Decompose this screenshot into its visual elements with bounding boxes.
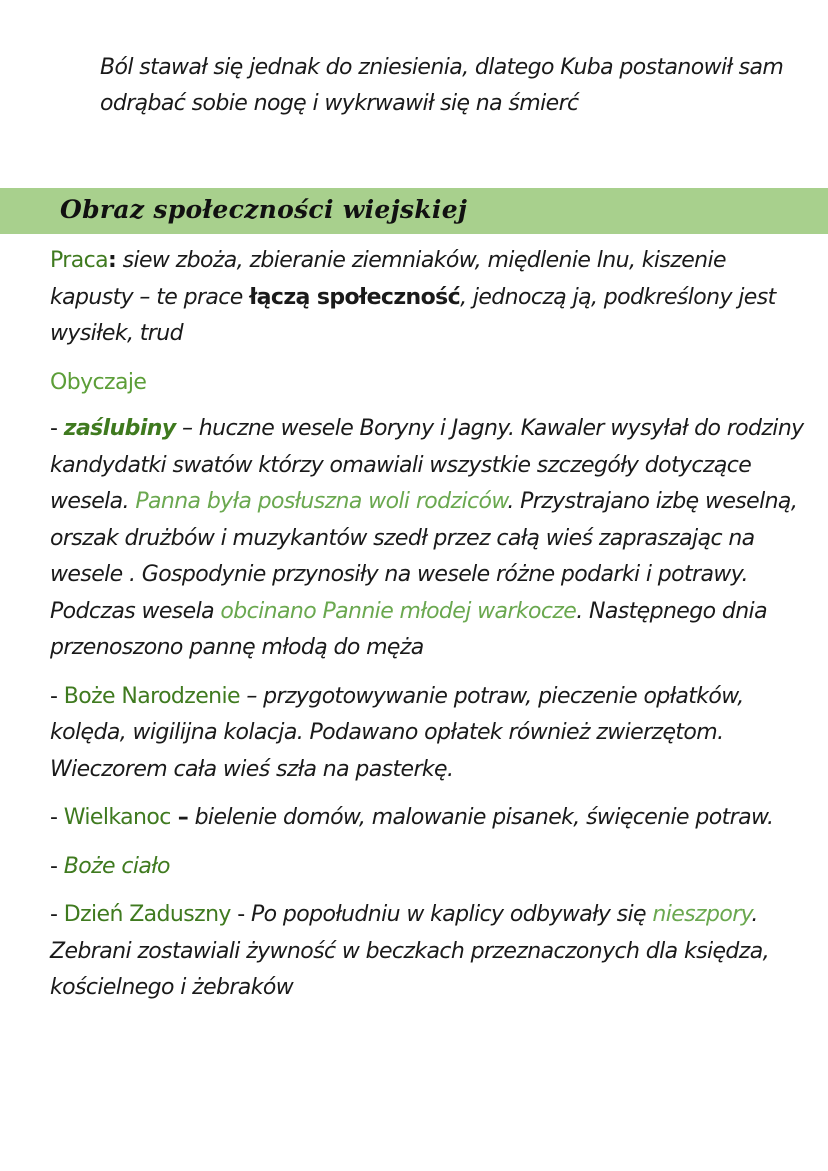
section-title: Obraz społeczności wiejskiej — [60, 195, 468, 224]
heading-obyczaje-line — [50, 365, 810, 402]
label-boze-narodzenie: Boże Narodzenie — [63, 683, 240, 709]
dzien-zaduszny-text-1: Po popołudniu w kaplicy odbywały się — [250, 902, 653, 927]
zaslubiny-green-2: obcinano Pannie młodej warkocze — [220, 598, 577, 624]
dzien-zaduszny-dash: - — [50, 902, 64, 927]
zaslubiny-text-1: – huczne wesele Boryny i Jagny. Kawaler wysyłał do rodziny kandydatki swatów którzy omawiali wszystkie szczegóły dotyczące wesela. — [50, 416, 804, 514]
paragraph-boze-cialo — [50, 849, 810, 886]
paragraph-dzien-zaduszny — [50, 897, 810, 1007]
praca-bold-phrase: łączą społeczność — [249, 284, 461, 310]
wielkanoc-text: bielenie domów, malowanie pisanek, święcenie potraw. — [188, 805, 774, 830]
paragraph-wielkanoc — [50, 800, 810, 837]
dzien-zaduszny-green: nieszpory — [652, 902, 752, 927]
boze-narodzenie-dash: - — [50, 683, 64, 709]
label-zaslubiny: zaślubiny — [63, 416, 176, 441]
label-dzien-zaduszny: Dzień Zaduszny — [63, 902, 231, 927]
zaslubiny-text-3: . Następnego dnia przenoszono pannę młodą do męża — [50, 598, 767, 660]
zaslubiny-green-1: Panna była posłuszna woli rodziców — [135, 489, 508, 514]
label-boze-cialo: Boże ciało — [63, 853, 170, 879]
intro-paragraph — [100, 50, 800, 122]
paragraph-zaslubiny — [50, 411, 810, 667]
heading-obyczaje: Obyczaje — [50, 369, 147, 395]
dzien-zaduszny-dash-2: - — [230, 902, 251, 927]
boze-cialo-dash: - — [50, 853, 64, 879]
intro-text: Ból stawał się jednak do zniesienia, dlatego Kuba postanowił sam odrąbać sobie nogę i wykrwawił się na śmierć — [100, 55, 784, 116]
main-content — [50, 243, 810, 1019]
praca-text-1: siew zboża, zbieranie ziemniaków, międlenie lnu, kiszenie kapusty – te prace — [50, 248, 726, 310]
dzien-zaduszny-text-2: . Zebrani zostawiali żywność w beczkach przeznaczonych dla księdza, kościelnego i żebraków — [50, 902, 769, 1000]
paragraph-praca — [50, 243, 810, 353]
label-wielkanoc: Wielkanoc — [63, 805, 171, 830]
zaslubiny-text-2: . Przystrajano izbę weselną, orszak drużbów i muzykantów szedł przez całą wieś zapraszając na wesele . Gospodynie przynosiły na wesele różne podarki i potrawy. Podczas wesela — [50, 489, 798, 624]
wielkanoc-dash: - — [50, 805, 64, 830]
label-praca-colon: : — [107, 248, 117, 273]
zaslubiny-dash: - — [50, 416, 64, 441]
praca-text-2: , jednoczą ją, podkreślony jest wysiłek, trud — [50, 284, 776, 346]
boze-narodzenie-text: – przygotowywanie potraw, pieczenie opłatków, kolęda, wigilijna kolacja. Podawano opłatek również zwierzętom. Wieczorem cała wieś szła na pasterkę. — [50, 683, 744, 782]
paragraph-boze-narodzenie — [50, 679, 810, 789]
section-header-band — [0, 188, 828, 234]
wielkanoc-dash-2: – — [170, 805, 189, 830]
label-praca: Praca — [50, 248, 108, 273]
